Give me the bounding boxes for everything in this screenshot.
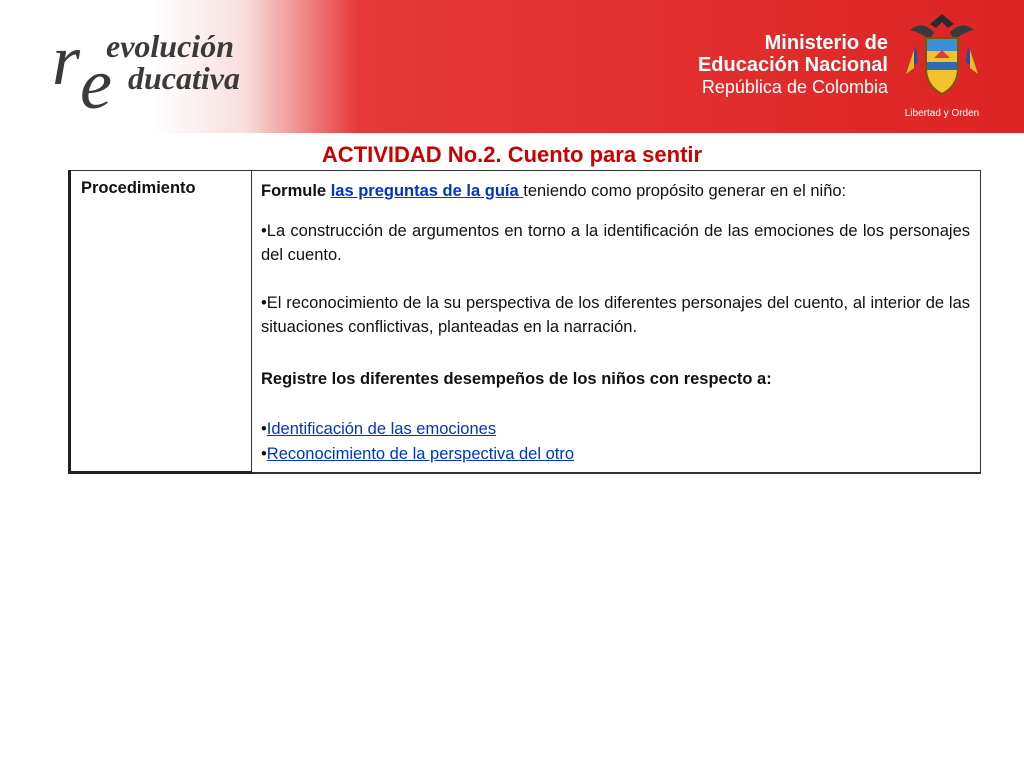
bullet-perspective: •El reconocimiento de la su perspectiva de los diferentes personajes del cuento, al interior de las situaciones conflictivas, planteadas en la narración.	[261, 294, 970, 337]
procedure-label: Procedimiento	[70, 171, 252, 473]
procedure-table	[68, 170, 981, 474]
emotions-link[interactable]: Identificación de las emociones	[266, 420, 497, 439]
ministerio-logo-text	[698, 32, 888, 97]
ministerio-line2: Educación Nacional	[697, 54, 888, 77]
list-item	[261, 417, 970, 441]
revolucion-educativa-logo	[50, 20, 265, 124]
ministerio-line3: República de Colombia	[701, 76, 888, 97]
header-banner	[0, 0, 1024, 133]
intro-rest: teniendo como propósito generar en el niño:	[523, 182, 847, 200]
list-item	[261, 442, 970, 466]
ministerio-line1: Ministerio de	[764, 32, 888, 54]
coat-of-arms-icon	[900, 10, 984, 100]
guide-questions-link[interactable]: las preguntas de la guía	[330, 182, 524, 200]
logo-text-line1: evolución	[106, 28, 234, 64]
logo-letter-e: e	[80, 44, 112, 124]
perspective-link[interactable]: Reconocimiento de la perspectiva del otro	[266, 444, 575, 463]
bullet-mark: •	[261, 420, 267, 439]
bullet-mark: •	[261, 444, 267, 463]
logo-text-line2: ducativa	[128, 60, 240, 96]
bullet-arguments: •La construcción de argumentos en torno a la identificación de las emociones de los personajes del cuento.	[261, 222, 970, 265]
coat-of-arms-motto: Libertad y Orden	[904, 108, 980, 119]
intro-bold: Formule	[261, 182, 331, 200]
procedure-content	[252, 171, 981, 473]
page-title: ACTIVIDAD No.2. Cuento para sentir	[321, 142, 703, 167]
table-row	[70, 171, 981, 473]
logo-letter-r: r	[52, 20, 81, 100]
register-heading: Registre los diferentes desempeños de los niños con respecto a:	[261, 370, 772, 389]
intro-paragraph	[261, 179, 970, 203]
